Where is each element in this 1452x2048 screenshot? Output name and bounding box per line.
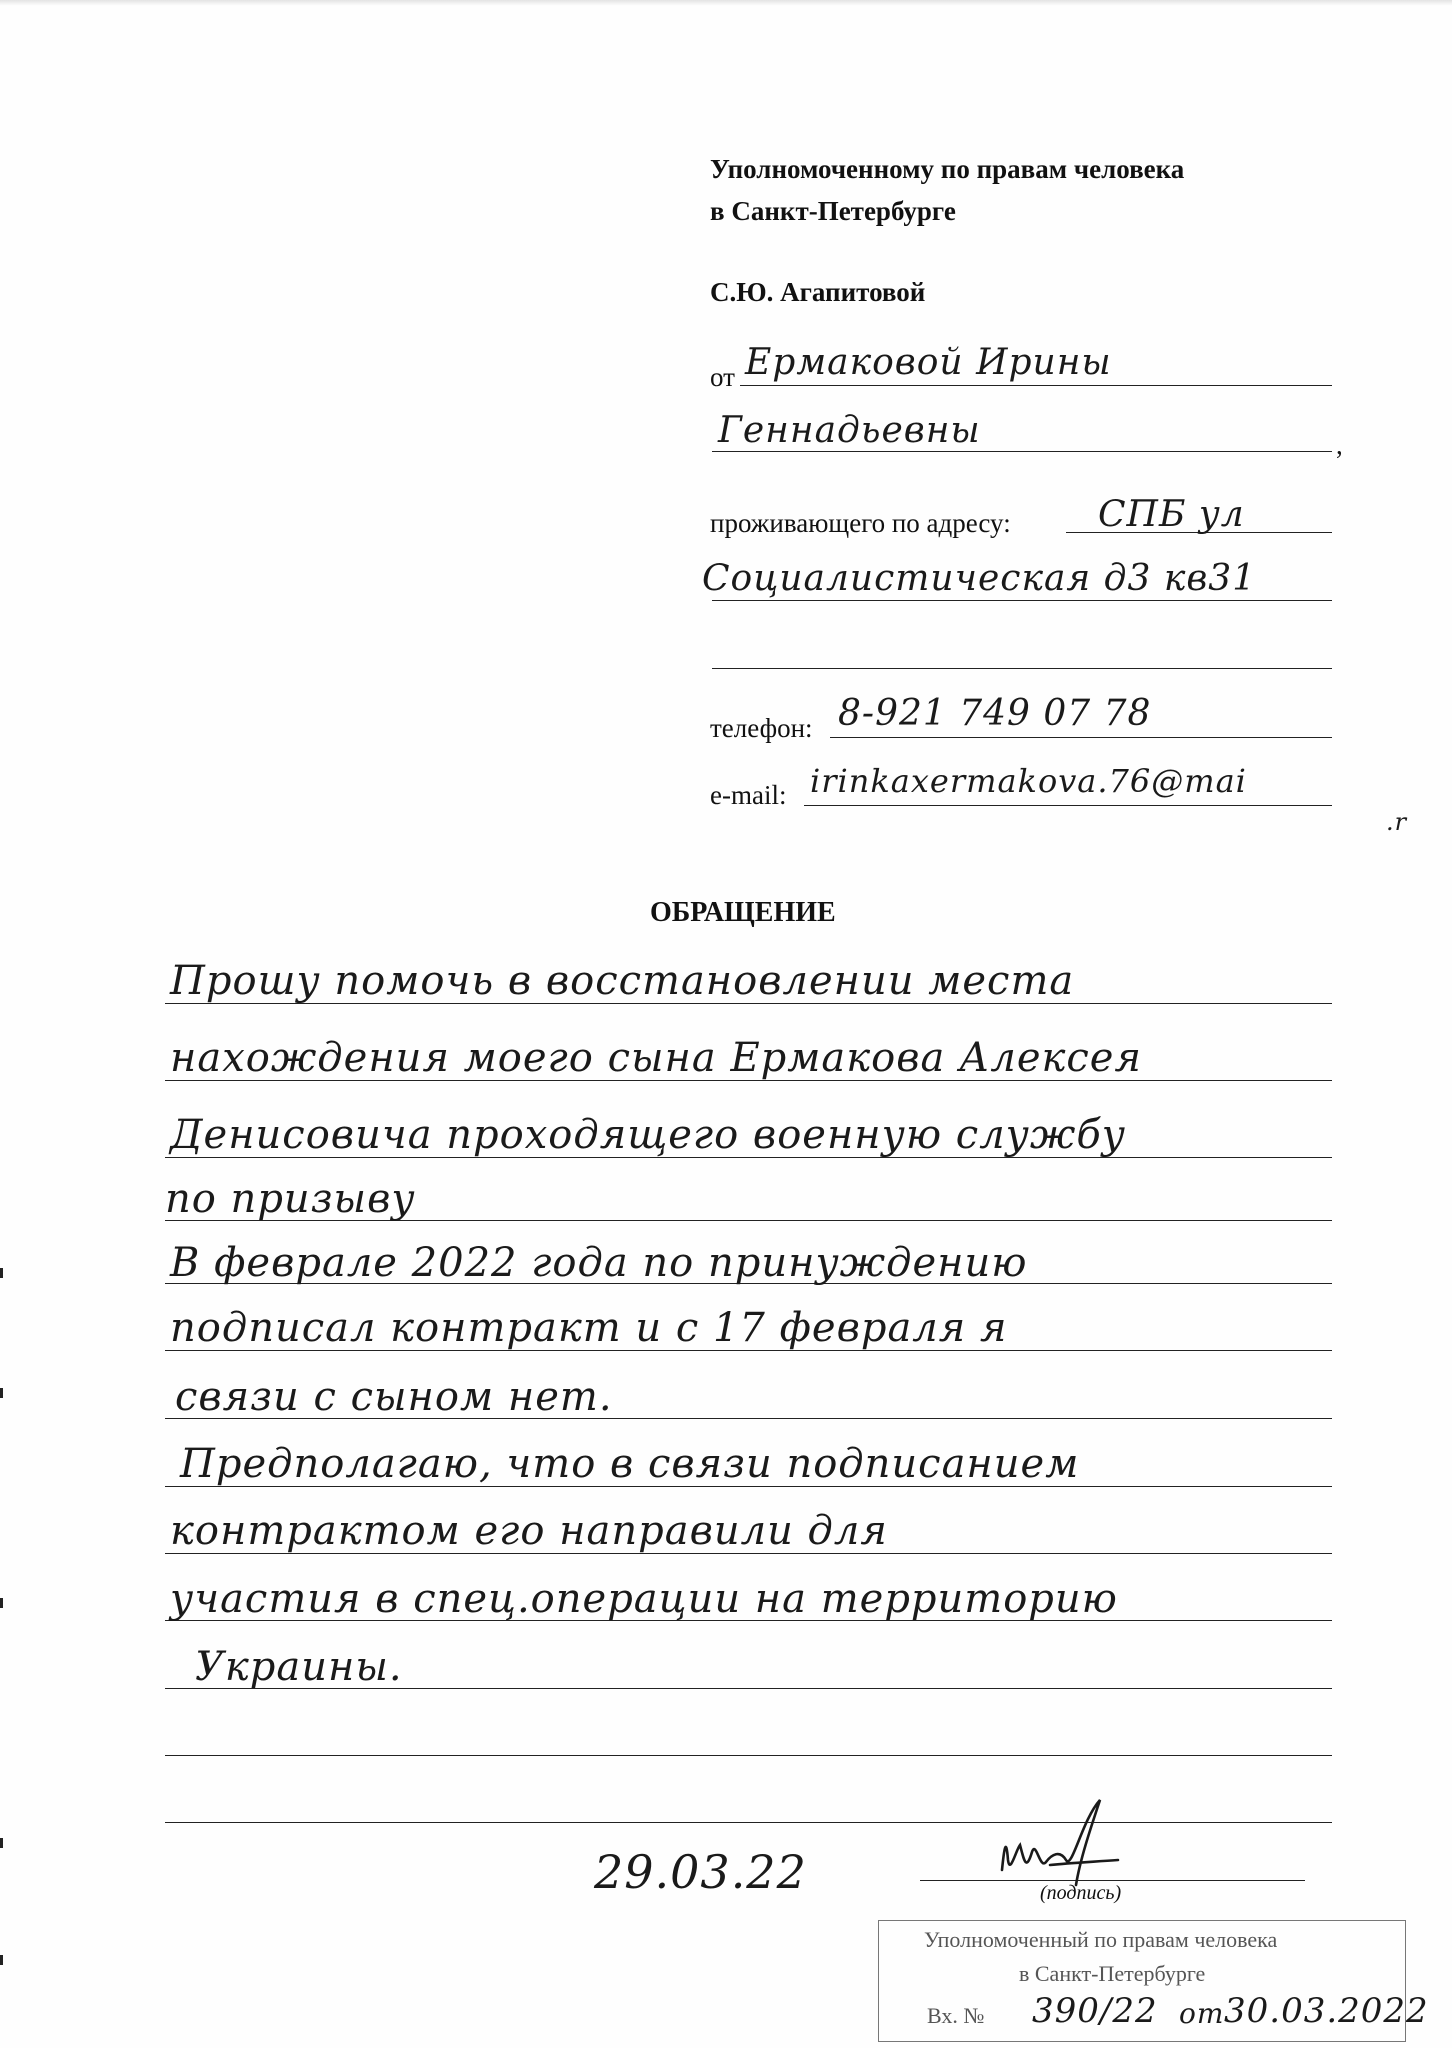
phone-value: 8-921 749 07 78 [838,693,1152,734]
addressee-line-1: Уполномоченному по правам человека [710,154,1185,184]
body-line-9: контрактом его направили для [170,1508,888,1554]
stamp-line-1: Уполномоченный по правам человека [924,1927,1278,1952]
body-line-2: нахождения моего сына Ермакова Алексея [170,1035,1142,1081]
registration-stamp [878,1920,1429,2042]
stamp-reg-number: 390/22 [1032,1991,1158,2031]
address-line-2-rule [712,600,1332,601]
address-label: проживающего по адресу: [710,508,1011,538]
body-line-10: участия в спец.операции на территорию [170,1576,1118,1622]
email-rule [804,805,1332,806]
body-line-11: Украины. [195,1644,403,1690]
addressee-name: С.Ю. Агапитовой [710,277,926,307]
body-rule-13 [165,1822,1332,1823]
body-line-3: Денисовича проходящего военную службу [170,1112,1126,1158]
signature-label: (подпись) [1040,1882,1122,1904]
from-line-1-rule [740,385,1332,386]
from-line-2-rule [712,451,1332,452]
stamp-reg-from: от [1179,1997,1225,2030]
document-date: 29.03.22 [594,1845,807,1899]
body-line-6: подписал контракт и с 17 февраля я [170,1305,1008,1351]
from-value-line-2: Геннадьевны [718,410,981,451]
scan-top-edge [0,0,1452,6]
stamp-reg-label: Вх. № [927,2003,985,2028]
body-line-8: Предполагаю, что в связи подписанием [180,1441,1080,1487]
phone-rule [830,737,1332,738]
body-line-5: В феврале 2022 года по принуждению [170,1240,1028,1286]
body-line-4: по призыву [165,1176,416,1222]
from-comma: , [1336,430,1343,460]
email-value: irinkaxermakova.76@mai [810,762,1247,800]
body-line-1: Прошу помочь в восстановлении места [170,958,1075,1004]
address-value-line-1: СПБ ул [1098,494,1245,535]
stamp-line-2: в Санкт-Петербурге [1019,1961,1206,1986]
stamp-reg-date: 30.03.2022 [1224,1991,1429,2031]
address-line-3-rule [712,668,1332,669]
phone-label: телефон: [710,713,813,743]
handwritten-signature-icon [990,1790,1140,1890]
body-line-7: связи с сыном нет. [175,1374,613,1420]
document-title: ОБРАЩЕНИЕ [650,897,836,928]
email-value-continuation: .r [1386,808,1408,836]
body-rule-12 [165,1755,1332,1756]
email-label: e-mail: [710,780,787,810]
address-value-line-2: Социалистическая д3 кв31 [702,558,1257,599]
from-label: от [710,362,735,392]
scan-left-edge-marks [0,0,6,2048]
addressee-line-2: в Санкт-Петербурге [710,196,956,226]
from-value-line-1: Ермаковой Ирины [745,342,1112,383]
